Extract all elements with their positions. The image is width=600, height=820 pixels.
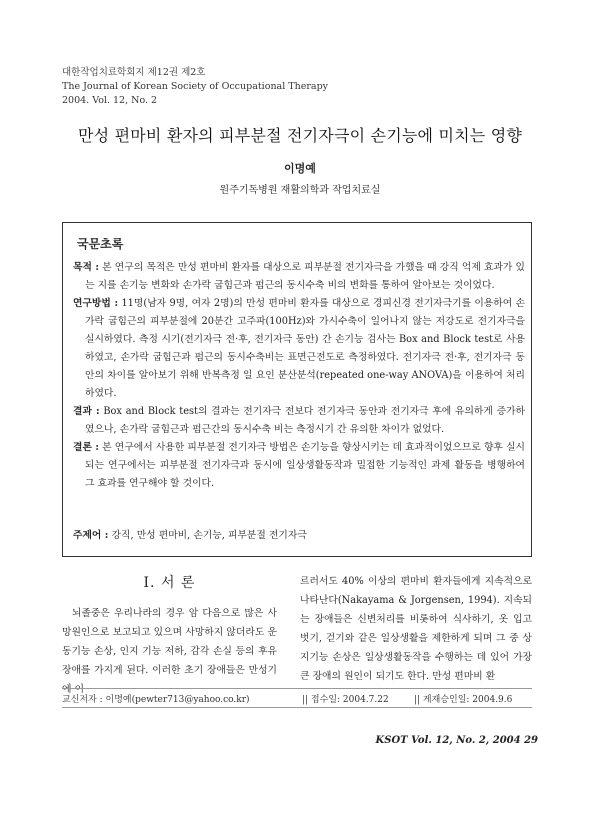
journal-info [62,66,328,108]
received-date: || 접수일: 2004.7.22 [302,695,389,705]
abstract-results [73,403,525,439]
abstract-heading: 국문초록 [77,237,124,251]
abstract-methods [73,295,525,403]
author-name: 이명예 [284,162,316,175]
abstract-conclusion [73,439,525,493]
journal-volume: 2004. Vol. 12, No. 2 [62,95,158,106]
left-column [62,572,277,699]
accepted-date: || 게재승인일: 2004.9.6 [414,695,513,705]
purpose-text: 본 연구의 목적은 만성 편마비 환자를 대상으로 피부분절 전기자극을 가했을 때 강직 억제 효과가 있는 지를 손기능 변화와 손가락 굽힘근과 펌근의 동시수축 비의 변화를 통하여 알아보는 것이었다. [85,262,525,291]
conclusion-text: 본 연구에서 사용한 피부분절 전기자극 방법은 손기능을 향상시키는 데 효과적이었으므로 향후 실시되는 연구에서는 피부분절 전기자극과 동시에 일상생활동작과 밀접한 기능적인 과제 활동을 병행하여 그 효과를 연구해야 할 것이다. [85,442,525,489]
abstract-text [73,259,525,493]
corresponding-author: 교신저자 : 이명예(pewter713@yahoo.co.kr) [62,695,250,705]
abstract-box [62,222,532,557]
journal-name-english: The Journal of Korean Society of Occupational Therapy [62,81,329,92]
abstract-purpose [73,259,525,295]
right-column [300,572,532,686]
keywords-text: 강직, 만성 편마비, 손기능, 피부분절 전기자극 [108,530,307,541]
author-affiliation: 원주기독병원 재활의학과 작업치료실 [219,185,381,196]
section-heading-introduction: Ⅰ. 서 론 [143,575,196,591]
page-info: KSOT Vol. 12, No. 2, 2004 29 [375,735,538,746]
purpose-label: 목적 : [73,262,100,273]
paper-title: 만성 편마비 환자의 피부분절 전기자극이 손기능에 미치는 영향 [77,126,523,145]
left-column-text: 뇌졸중은 우리나라의 경우 암 다음으로 많은 사망원인으로 보고되고 있으며 사망하지 않더라도 운동기능 손상, 인지 기능 저하, 감각 손실 등의 후유 장애를 가지게 된다. 이러한 초기 장애들은 만성기에 이 [62,608,277,695]
right-column-text: 르러서도 40% 이상의 편마비 환자들에게 지속적으로 나타난다(Nakayama & Jorgensen, 1994). 지속되는 장애들은 신변처리를 비롯하여 식사하기, 옷 입고 벗기, 걷기와 같은 일상생활을 제한하게 되며 그 중 상지기능 손상은 일상생활동작을 수행하는 데 있어 가장 큰 장애의 원인이 되기도 한다. 만성 편마비 환 [300,576,532,682]
footer-info [62,688,532,708]
keywords [73,527,307,545]
conclusion-label: 결론 : [73,442,100,453]
methods-text: 11명(남자 9명, 여자 2명)의 만성 편마비 환자를 대상으로 경피신경 전기자극기를 이용하여 손가락 굽힘근의 피부분절에 20분간 고주파(100Hz)와 가시수축이 일어나지 않는 저강도로 전기자극을 실시하였다. 측정 시기(전기자극 전·후, 전기자극 동안) 간 손기능 검사는 Box and Block test로 사용하였고, 손가락 굽힘근과 펌근의 동시수축비는 표면근전도로 측정하였다. 전기자극 전·후, 전기자극 동안의 차이를 알아보기 위해 반복측정 일 요인 분산분석(repeated one-way ANOVA)을 이용하여 처리하였다. [85,298,525,399]
results-text: Box and Block test의 결과는 전기자극 전보다 전기자극 동안과 전기자극 후에 유의하게 증가하였으나, 손가락 굽힘근과 펌근간의 동시수축 비는 측정시기 간 유의한 차이가 없었다. [85,406,525,435]
methods-label: 연구방법 : [73,298,119,309]
journal-name-korean: 대한작업치료학회지 제12권 제2호 [62,67,206,78]
results-label: 결과 : [73,406,100,417]
keywords-label: 주제어 : [73,530,109,541]
